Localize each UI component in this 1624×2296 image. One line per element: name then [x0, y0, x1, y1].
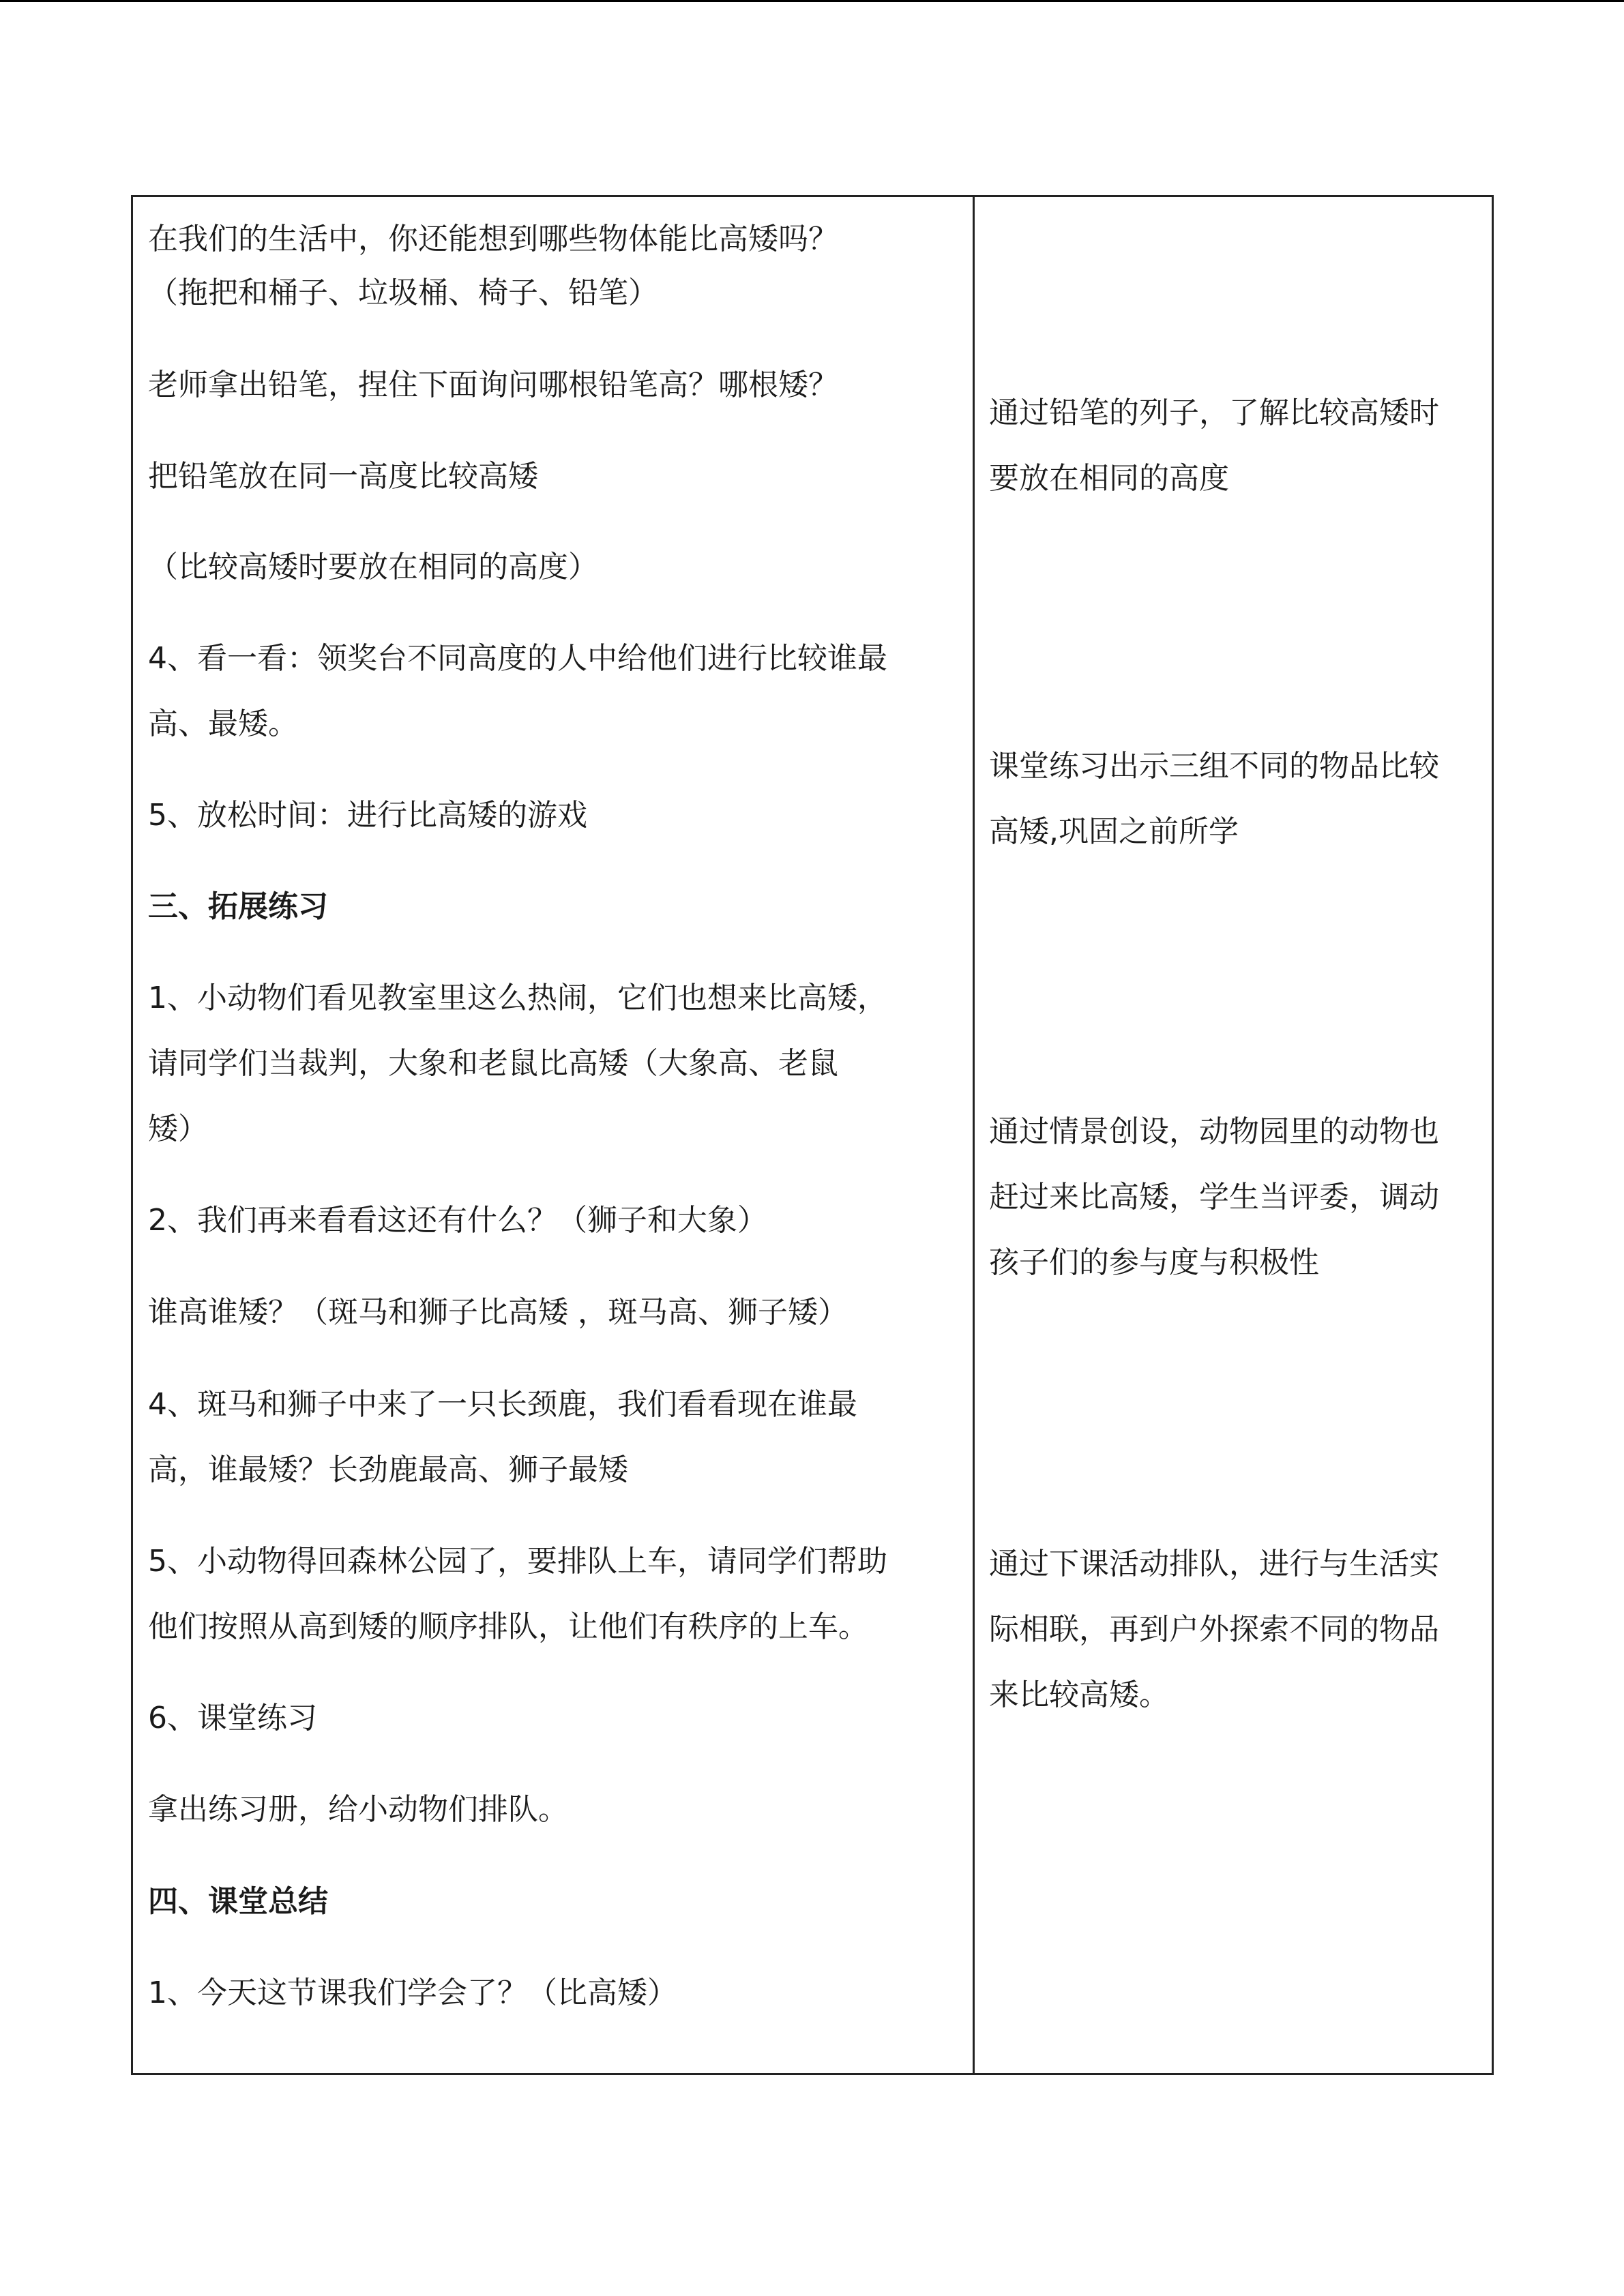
section-heading: 四、课堂总结: [148, 1884, 328, 1919]
text-line: 4、看一看：领奖台不同高度的人中给他们进行比较谁最: [148, 641, 887, 676]
text-line: 5、小动物得回森林公园了，要排队上车，请同学们帮助: [148, 1544, 887, 1579]
text-line: 要放在相同的高度: [989, 461, 1229, 496]
text-line: 1、小动物们看见教室里这么热闹，它们也想来比高矮，: [148, 981, 887, 1015]
text-line: 赶过来比高矮，学生当评委，调动: [989, 1180, 1439, 1214]
text-line: 6、课堂练习: [148, 1701, 317, 1735]
text-line: 把铅笔放在同一高度比较高矮: [148, 459, 538, 494]
text-line: 高，谁最矮？长劲鹿最高、狮子最矮: [148, 1452, 628, 1487]
text-line: 请同学们当裁判，大象和老鼠比高矮（大象高、老鼠: [148, 1046, 838, 1081]
text-line: 老师拿出铅笔，捏住下面询问哪根铅笔高？哪根矮？: [148, 368, 838, 402]
text-line: 通过下课活动排队，进行与生活实: [989, 1547, 1439, 1581]
lesson-plan-table: [131, 195, 1494, 2075]
text-line: 在我们的生活中，你还能想到哪些物体能比高矮吗？: [148, 222, 838, 256]
text-line: 4、斑马和狮子中来了一只长颈鹿，我们看看现在谁最: [148, 1387, 857, 1422]
page-top-border: [0, 0, 1624, 2]
text-line: 高矮,巩固之前所学: [989, 814, 1239, 849]
section-heading: 三、拓展练习: [148, 889, 328, 924]
column-divider: [973, 197, 975, 2073]
text-line: （比较高矮时要放在相同的高度）: [148, 550, 598, 584]
text-line: 谁高谁矮？（斑马和狮子比高矮 ，斑马高、狮子矮）: [148, 1295, 848, 1330]
text-line: 来比较高矮。: [989, 1678, 1169, 1712]
text-line: 5、放松时间：进行比高矮的游戏: [148, 798, 587, 833]
text-line: 他们按照从高到矮的顺序排队，让他们有秩序的上车。: [148, 1609, 868, 1644]
text-line: 1、今天这节课我们学会了？（比高矮）: [148, 1976, 677, 2010]
text-line: 际相联，再到户外探索不同的物品: [989, 1612, 1439, 1647]
text-line: 孩子们的参与度与积极性: [989, 1245, 1319, 1280]
text-line: 通过情景创设，动物园里的动物也: [989, 1114, 1439, 1149]
text-line: 拿出练习册，给小动物们排队。: [148, 1792, 568, 1827]
text-line: 课堂练习出示三组不同的物品比较: [989, 749, 1439, 784]
text-line: （拖把和桶子、垃圾桶、椅子、铅笔）: [148, 275, 658, 310]
text-line: 通过铅笔的列子，了解比较高矮时: [989, 396, 1439, 430]
text-line: 高、最矮。: [148, 706, 298, 741]
text-line: 矮）: [148, 1112, 208, 1146]
text-line: 2、我们再来看看这还有什么？（狮子和大象）: [148, 1203, 767, 1238]
